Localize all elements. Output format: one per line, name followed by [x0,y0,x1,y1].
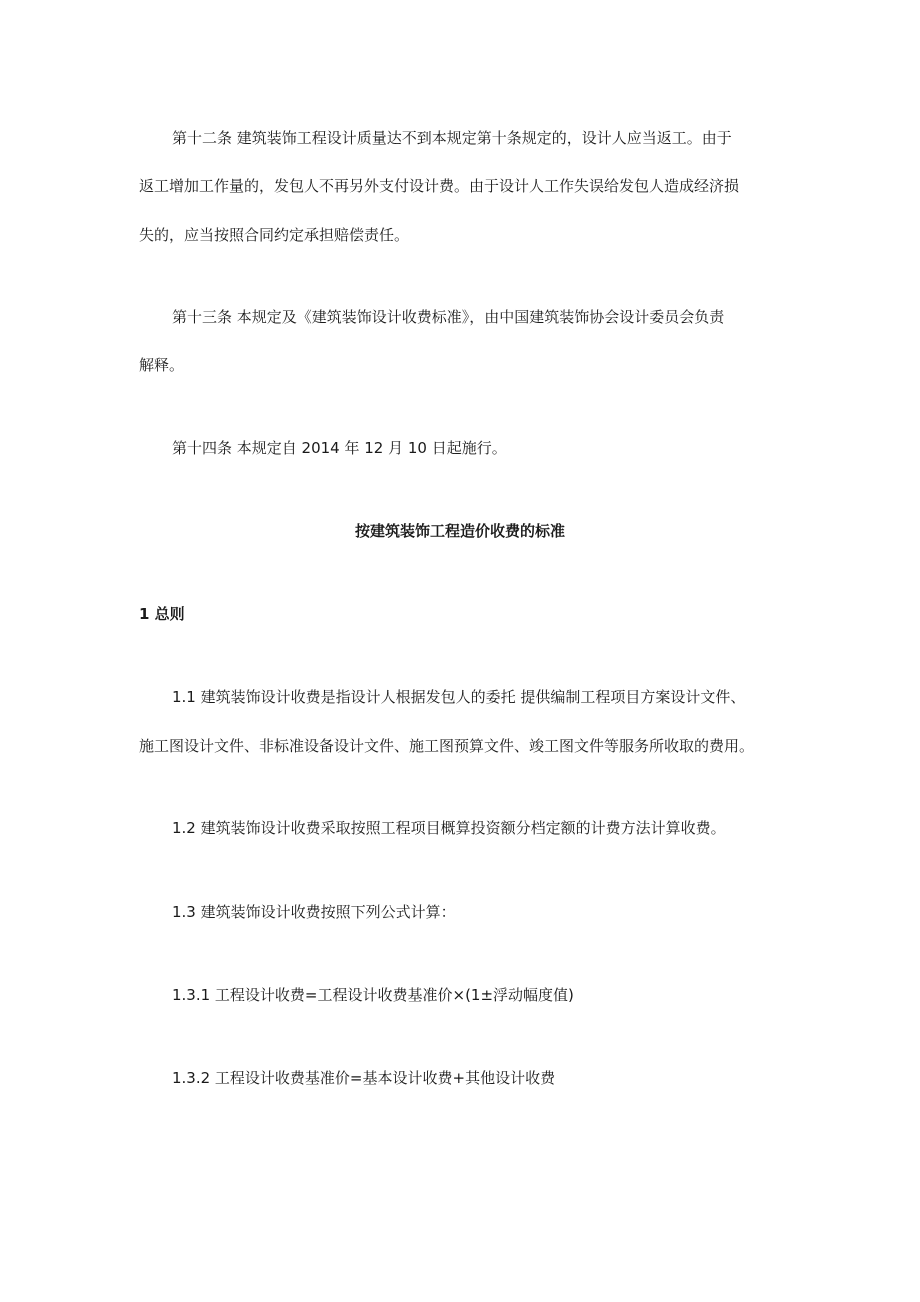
standard-title: 按建筑装饰工程造价收费的标准 [354,522,565,540]
article-12-line-1: 第十二条 建筑装饰工程设计质量达不到本规定第十条规定的，设计人应当返工。由于 [172,129,732,147]
item-1-3-1: 1.3.1 工程设计收费=工程设计收费基准价×(1±浮动幅度值) [172,986,574,1004]
article-12-line-3: 失的，应当按照合同约定承担赔偿责任。 [139,226,410,244]
section-1-heading: 1 总则 [139,605,185,623]
item-1-3: 1.3 建筑装饰设计收费按照下列公式计算： [172,903,456,921]
item-1-1-line-1: 1.1 建筑装饰设计收费是指设计人根据发包人的委托 提供编制工程项目方案设计文件、 [172,688,746,706]
article-14-line-1: 第十四条 本规定自 2014 年 12 月 10 日起施行。 [172,439,507,457]
item-1-3-2: 1.3.2 工程设计收费基准价=基本设计收费+其他设计收费 [172,1069,556,1087]
article-12-line-2: 返工增加工作量的，发包人不再另外支付设计费。由于设计人工作失误给发包人造成经济损 [139,177,740,195]
article-13-line-2: 解释。 [139,356,185,374]
article-13-line-1: 第十三条 本规定及《建筑装饰设计收费标准》，由中国建筑装饰协会设计委员会负责 [172,308,725,326]
item-1-2: 1.2 建筑装饰设计收费采取按照工程项目概算投资额分档定额的计费方法计算收费。 [172,819,726,837]
item-1-1-line-2: 施工图设计文件、非标准设备设计文件、施工图预算文件、竣工图文件等服务所收取的费用。 [139,737,755,755]
